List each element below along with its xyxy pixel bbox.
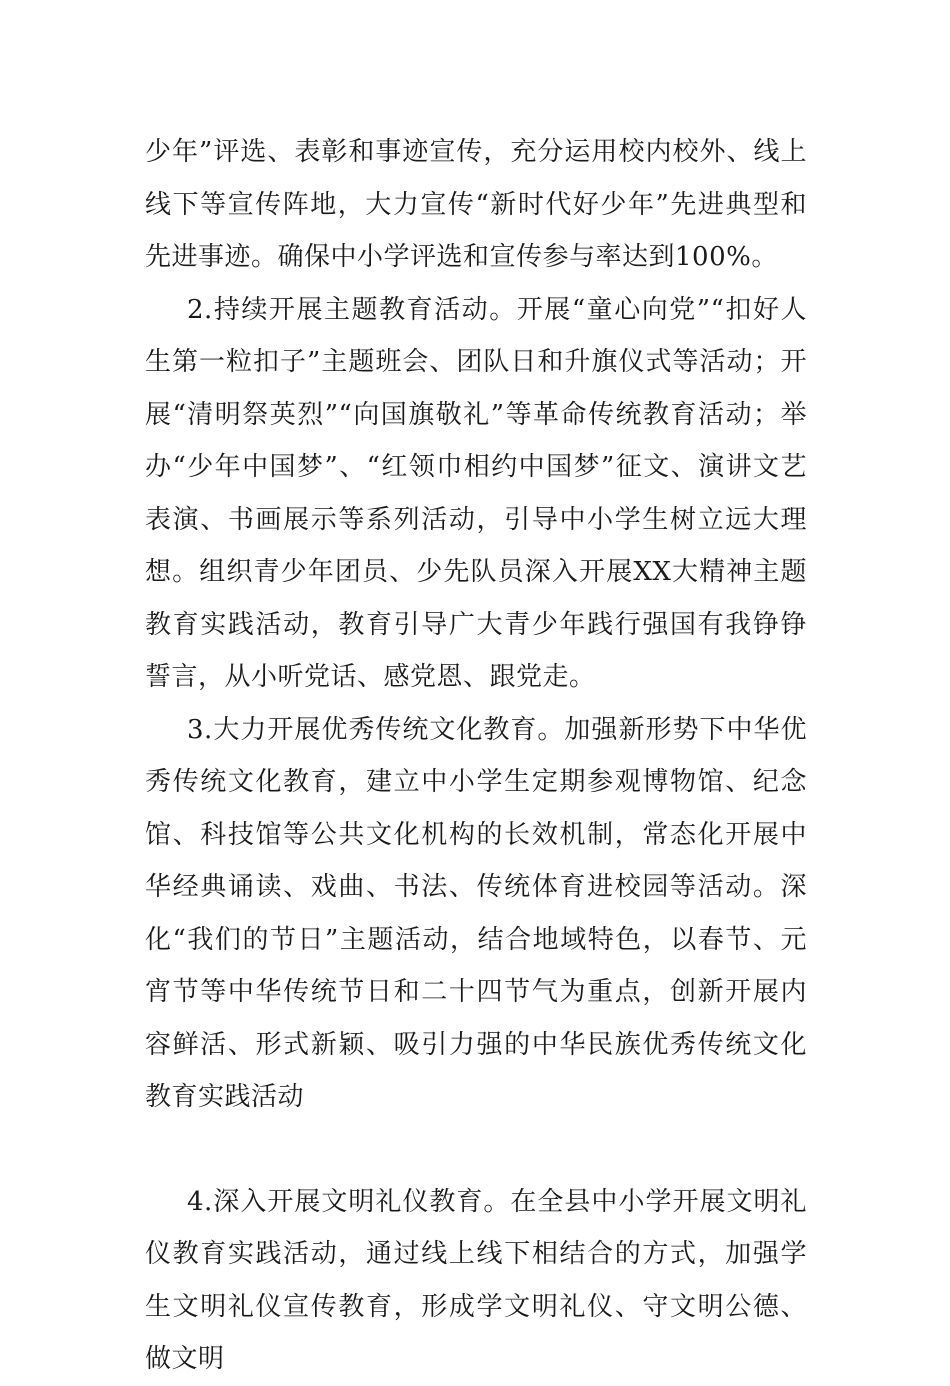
paragraph-theme-education: 2.持续开展主题教育活动。开展“童心向党”“扣好人生第一粒扣子”主题班会、团队日和升旗仪式等活动；开展“清明祭英烈”“向国旗敬礼”等革命传统教育活动；举办“少年中国梦”、“红领巾相约中国梦”征文、演讲文艺表演、书画展示等系列活动，引导中小学生树立远大理想。组织青少年团员、少先队员深入开展XX大精神主题教育实践活动，教育引导广大青少年践行强国有我铮铮誓言，从小听党话、感党恩、跟党走。 <box>145 294 807 692</box>
paragraph-traditional-culture: 3.大力开展优秀传统文化教育。加强新形势下中华优秀传统文化教育，建立中小学生定期参观博物馆、纪念馆、科技馆等公共文化机构的长效机制，常态化开展中华经典诵读、戏曲、书法、传统体育进校园等活动。深化“我们的节日”主题活动，结合地域特色，以春节、元宵节等中华传统节日和二十四节气为重点，创新开展内容鲜活、形式新颖、吸引力强的中华民族优秀传统文化教育实践活动 <box>145 714 807 1112</box>
paragraph-etiquette-education: 4.深入开展文明礼仪教育。在全县中小学开展文明礼仪教育实践活动，通过线上线下相结合的方式，加强学生文明礼仪宣传教育，形成学文明礼仪、守文明公德、做文明 <box>145 1186 807 1374</box>
document-body <box>145 126 807 1386</box>
paragraph-continuation: 少年”评选、表彰和事迹宣传，充分运用校内校外、线上线下等宣传阵地，大力宣传“新时代好少年”先进典型和先进事迹。确保中小学评选和宣传参与率达到100%。 <box>145 137 807 272</box>
